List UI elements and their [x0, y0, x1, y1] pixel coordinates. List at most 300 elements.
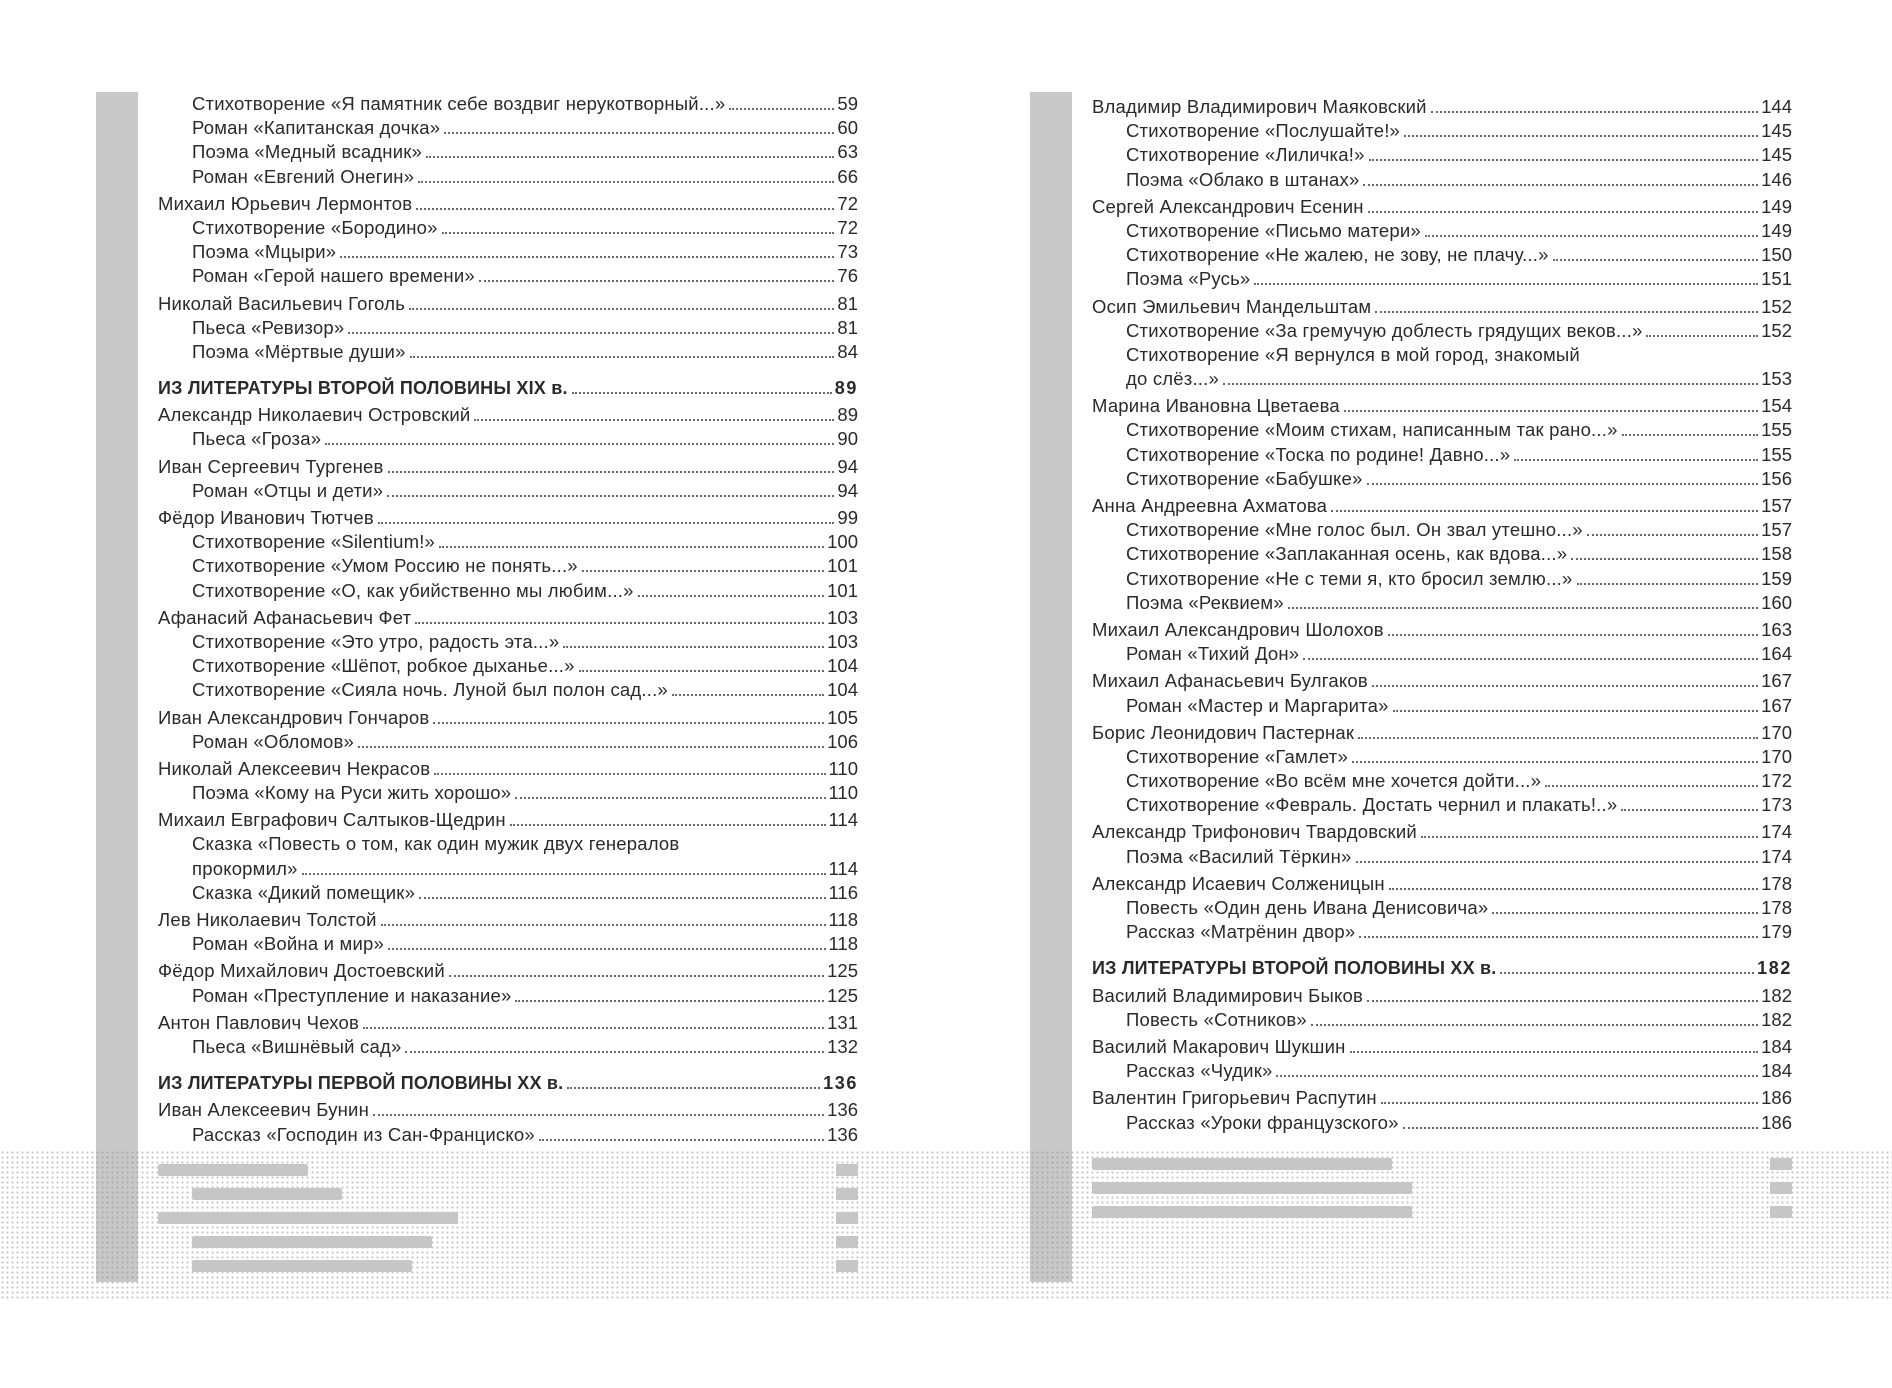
- toc-work-entry: [158, 427, 858, 451]
- dot-leader: [1622, 434, 1759, 436]
- toc-page-right: [1030, 92, 1890, 1282]
- toc-work-entry: [158, 984, 858, 1008]
- toc-page-number: 145: [1761, 144, 1792, 166]
- dot-leader: [433, 722, 824, 724]
- dot-leader: [1303, 658, 1758, 660]
- toc-entry-title: Роман «Герой нашего времени»: [192, 265, 475, 287]
- toc-page-number: 72: [837, 192, 858, 214]
- toc-page-left: [96, 92, 956, 1282]
- toc-page-number: 131: [827, 1011, 858, 1033]
- toc-work-entry: [1092, 1008, 1792, 1032]
- dot-leader: [1553, 259, 1759, 261]
- toc-entry-title: Поэма «Кому на Руси жить хорошо»: [192, 782, 512, 804]
- toc-work-entry: [158, 240, 858, 264]
- toc-work-entry: [158, 479, 858, 503]
- toc-entry-title: Стихотворение «Мне голос был. Он звал утешно...»: [1126, 519, 1583, 541]
- blurred-entries-right: [1092, 1152, 1792, 1224]
- toc-page-number: 103: [827, 630, 858, 652]
- toc-entry-title: Стихотворение «Заплаканная осень, как вдова...»: [1126, 543, 1568, 565]
- dot-leader: [442, 232, 835, 234]
- toc-entry-title: Поэма «Медный всадник»: [192, 141, 423, 163]
- dot-leader: [1545, 785, 1758, 787]
- toc-page-number: 103: [827, 606, 858, 628]
- dot-leader: [415, 622, 824, 624]
- toc-entry-title: Повесть «Сотников»: [1126, 1008, 1307, 1030]
- toc-page-number: 184: [1761, 1035, 1792, 1057]
- dot-leader: [515, 797, 825, 799]
- toc-page-number: 94: [837, 479, 858, 501]
- toc-entry-title: Стихотворение «Бородино»: [192, 216, 438, 238]
- toc-page-number: 146: [1761, 168, 1792, 190]
- toc-page-number: 164: [1761, 643, 1792, 665]
- toc-entry-title: Стихотворение «Сияла ночь. Луной был полон сад...»: [192, 679, 668, 701]
- toc-entry-title: Стихотворение «Февраль. Достать чернил и плакать!..»: [1126, 794, 1618, 816]
- toc-work-entry: [1092, 219, 1792, 243]
- dot-leader: [1276, 1075, 1758, 1077]
- toc-work-entry: [1092, 567, 1792, 591]
- dot-leader: [409, 308, 834, 310]
- toc-page-number: 60: [837, 117, 858, 139]
- toc-page-number: 167: [1761, 694, 1792, 716]
- dot-leader: [1514, 459, 1758, 461]
- toc-entry-title: Рассказ «Матрёнин двор»: [1126, 921, 1356, 943]
- dot-leader: [1363, 184, 1758, 186]
- toc-entry-title: Михаил Юрьевич Лермонтов: [158, 192, 413, 214]
- toc-entry-title: Роман «Война и мир»: [192, 933, 384, 955]
- blurred-entry: [1092, 1200, 1792, 1224]
- dot-leader: [1388, 634, 1758, 636]
- toc-entry-title: Стихотворение «Гамлет»: [1126, 745, 1348, 767]
- toc-page-number: 186: [1761, 1087, 1792, 1109]
- toc-entry-title: Стихотворение «Тоска по родине! Давно...»: [1126, 443, 1511, 465]
- toc-work-entry: [1092, 896, 1792, 920]
- toc-entry-title: Борис Леонидович Пастернак: [1092, 721, 1355, 743]
- toc-work-entry: [158, 857, 858, 881]
- dot-leader: [416, 208, 834, 210]
- toc-page-number: 104: [827, 679, 858, 701]
- dot-leader: [539, 1139, 824, 1141]
- dot-leader: [1359, 936, 1758, 938]
- toc-work-entry: [1092, 119, 1792, 143]
- blurred-entry: [158, 1230, 858, 1254]
- toc-entry-title: Василий Владимирович Быков: [1092, 984, 1363, 1006]
- toc-entry-title: Александр Трифонович Твардовский: [1092, 821, 1417, 843]
- toc-author-entry: [158, 292, 858, 316]
- dot-leader: [363, 1027, 824, 1029]
- toc-page-number: 155: [1761, 419, 1792, 441]
- toc-page-number: 110: [828, 782, 858, 804]
- toc-entry-title: Александр Николаевич Островский: [158, 404, 471, 426]
- dot-leader: [1404, 135, 1758, 137]
- dot-leader: [672, 694, 824, 696]
- toc-page-number: 157: [1761, 495, 1792, 516]
- toc-work-entry: [158, 1035, 858, 1059]
- toc-entry-title: Стихотворение «Не жалею, не зову, не плачу...»: [1126, 244, 1549, 266]
- dot-leader: [426, 156, 834, 158]
- toc-page-number: 101: [827, 579, 858, 601]
- toc-author-entry: [158, 908, 858, 932]
- toc-entry-title: Стихотворение «Шёпот, робкое дыханье...»: [192, 655, 575, 677]
- toc-entry-title: Рассказ «Господин из Сан-Франциско»: [192, 1123, 535, 1145]
- toc-entry-title: Валентин Григорьевич Распутин: [1092, 1087, 1377, 1109]
- toc-work-entry: [158, 264, 858, 288]
- toc-author-entry: [1092, 494, 1792, 518]
- toc-work-entry: [158, 630, 858, 654]
- dot-leader: [479, 280, 835, 282]
- toc-page-number: 145: [1761, 120, 1792, 142]
- toc-author-entry: [158, 757, 858, 781]
- dot-leader: [410, 356, 835, 358]
- toc-page-number: 63: [837, 141, 858, 163]
- dot-leader: [1367, 1000, 1758, 1002]
- dot-leader: [1500, 972, 1754, 974]
- toc-author-entry: [1092, 669, 1792, 693]
- toc-author-entry: [1092, 984, 1792, 1008]
- toc-entry-title: Поэма «Мцыри»: [192, 241, 337, 263]
- toc-entry-title: Стихотворение «Это утро, радость эта...»: [192, 630, 560, 652]
- toc-page-number: 89: [834, 378, 858, 399]
- dot-leader: [439, 546, 824, 548]
- toc-author-entry: [158, 1011, 858, 1035]
- toc-page-number: 76: [837, 265, 858, 287]
- toc-entry-title: Поэма «Реквием»: [1126, 591, 1284, 613]
- toc-work-entry: [1092, 642, 1792, 666]
- toc-entry-title: Роман «Капитанская дочка»: [192, 117, 441, 139]
- toc-author-entry: [1092, 872, 1792, 896]
- toc-entry-title: Поэма «Русь»: [1126, 268, 1251, 290]
- dot-leader: [1331, 510, 1758, 512]
- dot-leader: [434, 773, 825, 775]
- dot-leader: [388, 948, 826, 950]
- toc-page-number: 172: [1761, 770, 1792, 792]
- toc-work-entry: [1092, 143, 1792, 167]
- toc-entry-title: Стихотворение «Письмо матери»: [1126, 219, 1421, 241]
- toc-page-number: 160: [1761, 591, 1792, 613]
- toc-page-number: 157: [1761, 519, 1792, 541]
- toc-entry-title: ИЗ ЛИТЕРАТУРЫ ВТОРОЙ ПОЛОВИНЫ XIX в.: [158, 378, 568, 399]
- illegible-faded-area: [0, 1150, 1892, 1300]
- toc-entry-title: Пьеса «Гроза»: [192, 428, 322, 450]
- toc-entry-title: Поэма «Василий Тёркин»: [1126, 845, 1352, 867]
- dot-leader: [444, 132, 834, 134]
- dot-leader: [378, 522, 835, 524]
- toc-work-entry: [1092, 467, 1792, 491]
- toc-entry-title: Роман «Обломов»: [192, 730, 355, 752]
- toc-entry-title: Антон Павлович Чехов: [158, 1011, 360, 1033]
- toc-entry-title: Повесть «Один день Ивана Денисовича»: [1126, 897, 1489, 918]
- toc-entry-title: Михаил Александрович Шолохов: [1092, 618, 1384, 640]
- toc-page-number: 106: [827, 730, 858, 752]
- toc-page-number: 114: [828, 857, 858, 879]
- dot-leader: [1352, 761, 1758, 763]
- toc-entry-title: Стихотворение «За гремучую доблесть грядущих веков...»: [1126, 319, 1643, 341]
- toc-entry-title: Иван Сергеевич Тургенев: [158, 455, 384, 477]
- dot-leader: [1344, 410, 1758, 412]
- dot-leader: [1421, 836, 1758, 838]
- toc-author-entry: [1092, 295, 1792, 319]
- toc-author-entry: [1092, 618, 1792, 642]
- toc-page-number: 100: [827, 531, 858, 553]
- toc-entry-title: Стихотворение «Я вернулся в мой город, знакомый: [1126, 343, 1580, 365]
- toc-entry-title: Роман «Преступление и наказание»: [192, 984, 512, 1006]
- dot-leader: [510, 824, 826, 826]
- dot-leader: [1350, 1051, 1759, 1053]
- toc-entry-title: Поэма «Облако в штанах»: [1126, 168, 1360, 190]
- dot-leader: [1367, 483, 1759, 485]
- toc-page-number: 159: [1761, 567, 1792, 589]
- toc-entry-title: Сергей Александрович Есенин: [1092, 195, 1364, 217]
- toc-entry-title: Стихотворение «Не с теми я, кто бросил землю...»: [1126, 567, 1573, 589]
- dot-leader: [1223, 383, 1758, 385]
- toc-page-number: 150: [1761, 244, 1792, 266]
- toc-work-entry: [1092, 443, 1792, 467]
- toc-page-number: 174: [1761, 845, 1792, 867]
- dot-leader: [1425, 235, 1758, 237]
- toc-page-number: 153: [1761, 368, 1792, 390]
- toc-entry-title: Марина Ивановна Цветаева: [1092, 395, 1340, 417]
- page-side-bar: [96, 92, 138, 1282]
- toc-list-right: [1092, 92, 1792, 1135]
- toc-section-heading: [158, 1071, 858, 1095]
- toc-work-entry: [158, 554, 858, 578]
- toc-page-number: 99: [837, 507, 858, 528]
- toc-author-entry: [1092, 1035, 1792, 1059]
- dot-leader: [405, 1051, 824, 1053]
- toc-page-number: 151: [1761, 268, 1792, 290]
- toc-page-number: 178: [1761, 897, 1792, 918]
- toc-entry-title: Пьеса «Вишнёвый сад»: [192, 1035, 402, 1057]
- toc-work-entry: [158, 678, 858, 702]
- toc-work-entry: [158, 340, 858, 364]
- toc-work-entry: [1092, 793, 1792, 817]
- toc-author-entry: [158, 455, 858, 479]
- toc-entry-title: Стихотворение «Моим стихам, написанным так рано...»: [1126, 419, 1618, 441]
- dot-leader: [1431, 111, 1758, 113]
- toc-page-number: 89: [837, 404, 858, 426]
- toc-entry-title: Роман «Евгений Онегин»: [192, 165, 415, 187]
- dot-leader: [388, 471, 835, 473]
- dot-leader: [381, 924, 826, 926]
- toc-page-number: 152: [1761, 295, 1792, 317]
- toc-author-entry: [158, 808, 858, 832]
- toc-entry-title: Николай Васильевич Гоголь: [158, 292, 406, 314]
- toc-page-number: 94: [837, 455, 858, 477]
- toc-page-number: 182: [1761, 984, 1792, 1006]
- toc-work-entry: [158, 116, 858, 140]
- toc-entry-title-continuation: до слёз...»: [1126, 368, 1219, 390]
- toc-work-entry: [158, 881, 858, 905]
- toc-page-number: 81: [837, 292, 858, 314]
- toc-entry-title: ИЗ ЛИТЕРАТУРЫ ВТОРОЙ ПОЛОВИНЫ XX в.: [1092, 958, 1497, 979]
- toc-page-number: 73: [837, 241, 858, 263]
- toc-page-number: 186: [1761, 1111, 1792, 1133]
- toc-entry-title: Стихотворение «Послушайте!»: [1126, 120, 1401, 142]
- toc-entry-title: Михаил Евграфович Салтыков-Щедрин: [158, 809, 506, 831]
- toc-author-entry: [158, 506, 858, 530]
- blurred-entries-left: [158, 1158, 858, 1278]
- toc-entry-title: Осип Эмильевич Мандельштам: [1092, 295, 1372, 317]
- toc-author-entry: [1092, 394, 1792, 418]
- toc-entry-title: Лев Николаевич Толстой: [158, 909, 377, 930]
- toc-entry-title: Роман «Тихий Дон»: [1126, 643, 1300, 665]
- toc-author-entry: [1092, 95, 1792, 119]
- toc-page-number: 84: [837, 340, 858, 362]
- toc-page-number: 66: [837, 165, 858, 187]
- toc-page-number: 170: [1761, 721, 1792, 743]
- toc-author-entry: [158, 606, 858, 630]
- toc-work-entry: [158, 92, 858, 116]
- toc-entry-title: ИЗ ЛИТЕРАТУРЫ ПЕРВОЙ ПОЛОВИНЫ XX в.: [158, 1073, 564, 1094]
- toc-page-number: 132: [827, 1035, 858, 1057]
- toc-work-entry: [1092, 1059, 1792, 1083]
- toc-work-entry: [158, 579, 858, 603]
- dot-leader: [1621, 809, 1758, 811]
- toc-work-entry: [158, 216, 858, 240]
- toc-author-entry: [158, 706, 858, 730]
- toc-page-number: 144: [1761, 96, 1792, 117]
- dot-leader: [1375, 311, 1758, 313]
- toc-entry-title: Анна Андреевна Ахматова: [1092, 495, 1328, 516]
- toc-entry-title: Иван Александрович Гончаров: [158, 706, 430, 728]
- toc-entry-title: Афанасий Афанасьевич Фет: [158, 606, 412, 628]
- dot-leader: [474, 419, 834, 421]
- toc-work-entry: [158, 730, 858, 754]
- toc-section-heading: [1092, 956, 1792, 980]
- toc-entry-title: Михаил Афанасьевич Булгаков: [1092, 670, 1368, 692]
- dot-leader: [373, 1114, 824, 1116]
- dot-leader: [1254, 283, 1758, 285]
- toc-author-entry: [1092, 820, 1792, 844]
- toc-entry-title: Сказка «Дикий помещик»: [192, 881, 416, 903]
- toc-work-entry: [1092, 518, 1792, 542]
- toc-work-entry: [1092, 694, 1792, 718]
- page-side-bar: [1030, 92, 1072, 1282]
- dot-leader: [1368, 211, 1758, 213]
- dot-leader: [1393, 710, 1759, 712]
- toc-page-number: 184: [1761, 1060, 1792, 1082]
- dot-leader: [1311, 1024, 1758, 1026]
- toc-page-number: 125: [827, 960, 858, 982]
- toc-work-entry: [158, 530, 858, 554]
- toc-page-number: 156: [1761, 467, 1792, 489]
- toc-work-entry: [1092, 845, 1792, 869]
- toc-list-left: [158, 92, 858, 1147]
- toc-page-number: 154: [1761, 395, 1792, 417]
- dot-leader: [1403, 1127, 1759, 1129]
- dot-leader: [1288, 607, 1758, 609]
- toc-entry-title: Стихотворение «Умом Россию не понять...»: [192, 555, 578, 577]
- toc-page-number: 136: [827, 1099, 858, 1121]
- toc-entry-title: Иван Алексеевич Бунин: [158, 1099, 370, 1121]
- toc-entry-title: Владимир Владимирович Маяковский: [1092, 96, 1427, 117]
- blurred-entry: [1092, 1152, 1792, 1176]
- toc-page-number: 155: [1761, 443, 1792, 465]
- toc-page-number: 182: [1757, 958, 1792, 979]
- toc-work-entry: [1092, 243, 1792, 267]
- toc-work-entry: [1092, 319, 1792, 343]
- toc-work-entry: [158, 932, 858, 956]
- toc-page-number: 81: [837, 316, 858, 338]
- toc-page-number: 182: [1761, 1008, 1792, 1030]
- dot-leader: [348, 332, 834, 334]
- toc-entry-title: Сказка «Повесть о том, как один мужик двух генералов: [192, 833, 680, 855]
- toc-page-number: 59: [837, 93, 858, 114]
- toc-author-entry: [158, 403, 858, 427]
- toc-author-entry: [158, 192, 858, 216]
- dot-leader: [1646, 335, 1758, 337]
- toc-work-entry: [158, 1123, 858, 1147]
- toc-page-number: 105: [827, 706, 858, 728]
- toc-entry-title: Стихотворение «Silentium!»: [192, 531, 436, 553]
- toc-page-number: 114: [828, 809, 858, 831]
- dot-leader: [638, 595, 825, 597]
- dot-leader: [579, 670, 824, 672]
- toc-work-entry: [1092, 920, 1792, 944]
- toc-page-number: 178: [1761, 872, 1792, 894]
- dot-leader: [1358, 737, 1758, 739]
- toc-entry-title: Пьеса «Ревизор»: [192, 316, 345, 338]
- toc-entry-title: Поэма «Мёртвые души»: [192, 340, 406, 362]
- dot-leader: [387, 495, 834, 497]
- dot-leader: [325, 443, 834, 445]
- toc-page-number: 90: [837, 428, 858, 450]
- dot-leader: [449, 975, 824, 977]
- toc-entry-title-continuation: прокормил»: [192, 857, 298, 879]
- toc-work-entry: [1092, 1111, 1792, 1135]
- toc-entry-title: Роман «Мастер и Маргарита»: [1126, 694, 1389, 716]
- toc-page-number: 149: [1761, 219, 1792, 241]
- toc-work-entry: [158, 654, 858, 678]
- toc-work-entry: [1092, 591, 1792, 615]
- toc-work-entry: [1092, 745, 1792, 769]
- toc-page-number: 118: [828, 909, 858, 930]
- dot-leader: [358, 746, 824, 748]
- toc-page-number: 110: [828, 757, 858, 779]
- toc-work-entry: [158, 165, 858, 189]
- toc-work-entry: [1092, 542, 1792, 566]
- dot-leader: [302, 873, 826, 875]
- toc-author-entry: [1092, 721, 1792, 745]
- toc-section-heading: [158, 376, 858, 400]
- toc-author-entry: [1092, 1086, 1792, 1110]
- toc-page-number: 72: [837, 216, 858, 238]
- toc-author-entry: [158, 1098, 858, 1122]
- dot-leader: [582, 570, 824, 572]
- dot-leader: [1381, 1102, 1758, 1104]
- toc-entry-title: Стихотворение «Я памятник себе воздвиг нерукотворный...»: [192, 93, 726, 114]
- dot-leader: [1389, 888, 1758, 890]
- dot-leader: [419, 897, 825, 899]
- dot-leader: [567, 1087, 820, 1089]
- toc-page-number: 173: [1761, 794, 1792, 816]
- blurred-entry: [158, 1158, 858, 1182]
- toc-page-number: 170: [1761, 745, 1792, 767]
- dot-leader: [1492, 912, 1758, 914]
- toc-work-entry: [1092, 367, 1792, 391]
- toc-entry-title: Александр Исаевич Солженицын: [1092, 872, 1385, 894]
- toc-work-entry: [1092, 769, 1792, 793]
- toc-page-number: 118: [828, 933, 858, 955]
- toc-page-number: 104: [827, 655, 858, 677]
- dot-leader: [1369, 159, 1759, 161]
- toc-page-number: 116: [828, 881, 858, 903]
- blurred-entry: [1092, 1176, 1792, 1200]
- dot-leader: [515, 1000, 824, 1002]
- toc-entry-title: Стихотворение «Во всём мне хочется дойти...»: [1126, 770, 1542, 792]
- toc-work-entry: [158, 316, 858, 340]
- toc-entry-title: Николай Алексеевич Некрасов: [158, 757, 431, 779]
- toc-page-number: 174: [1761, 821, 1792, 843]
